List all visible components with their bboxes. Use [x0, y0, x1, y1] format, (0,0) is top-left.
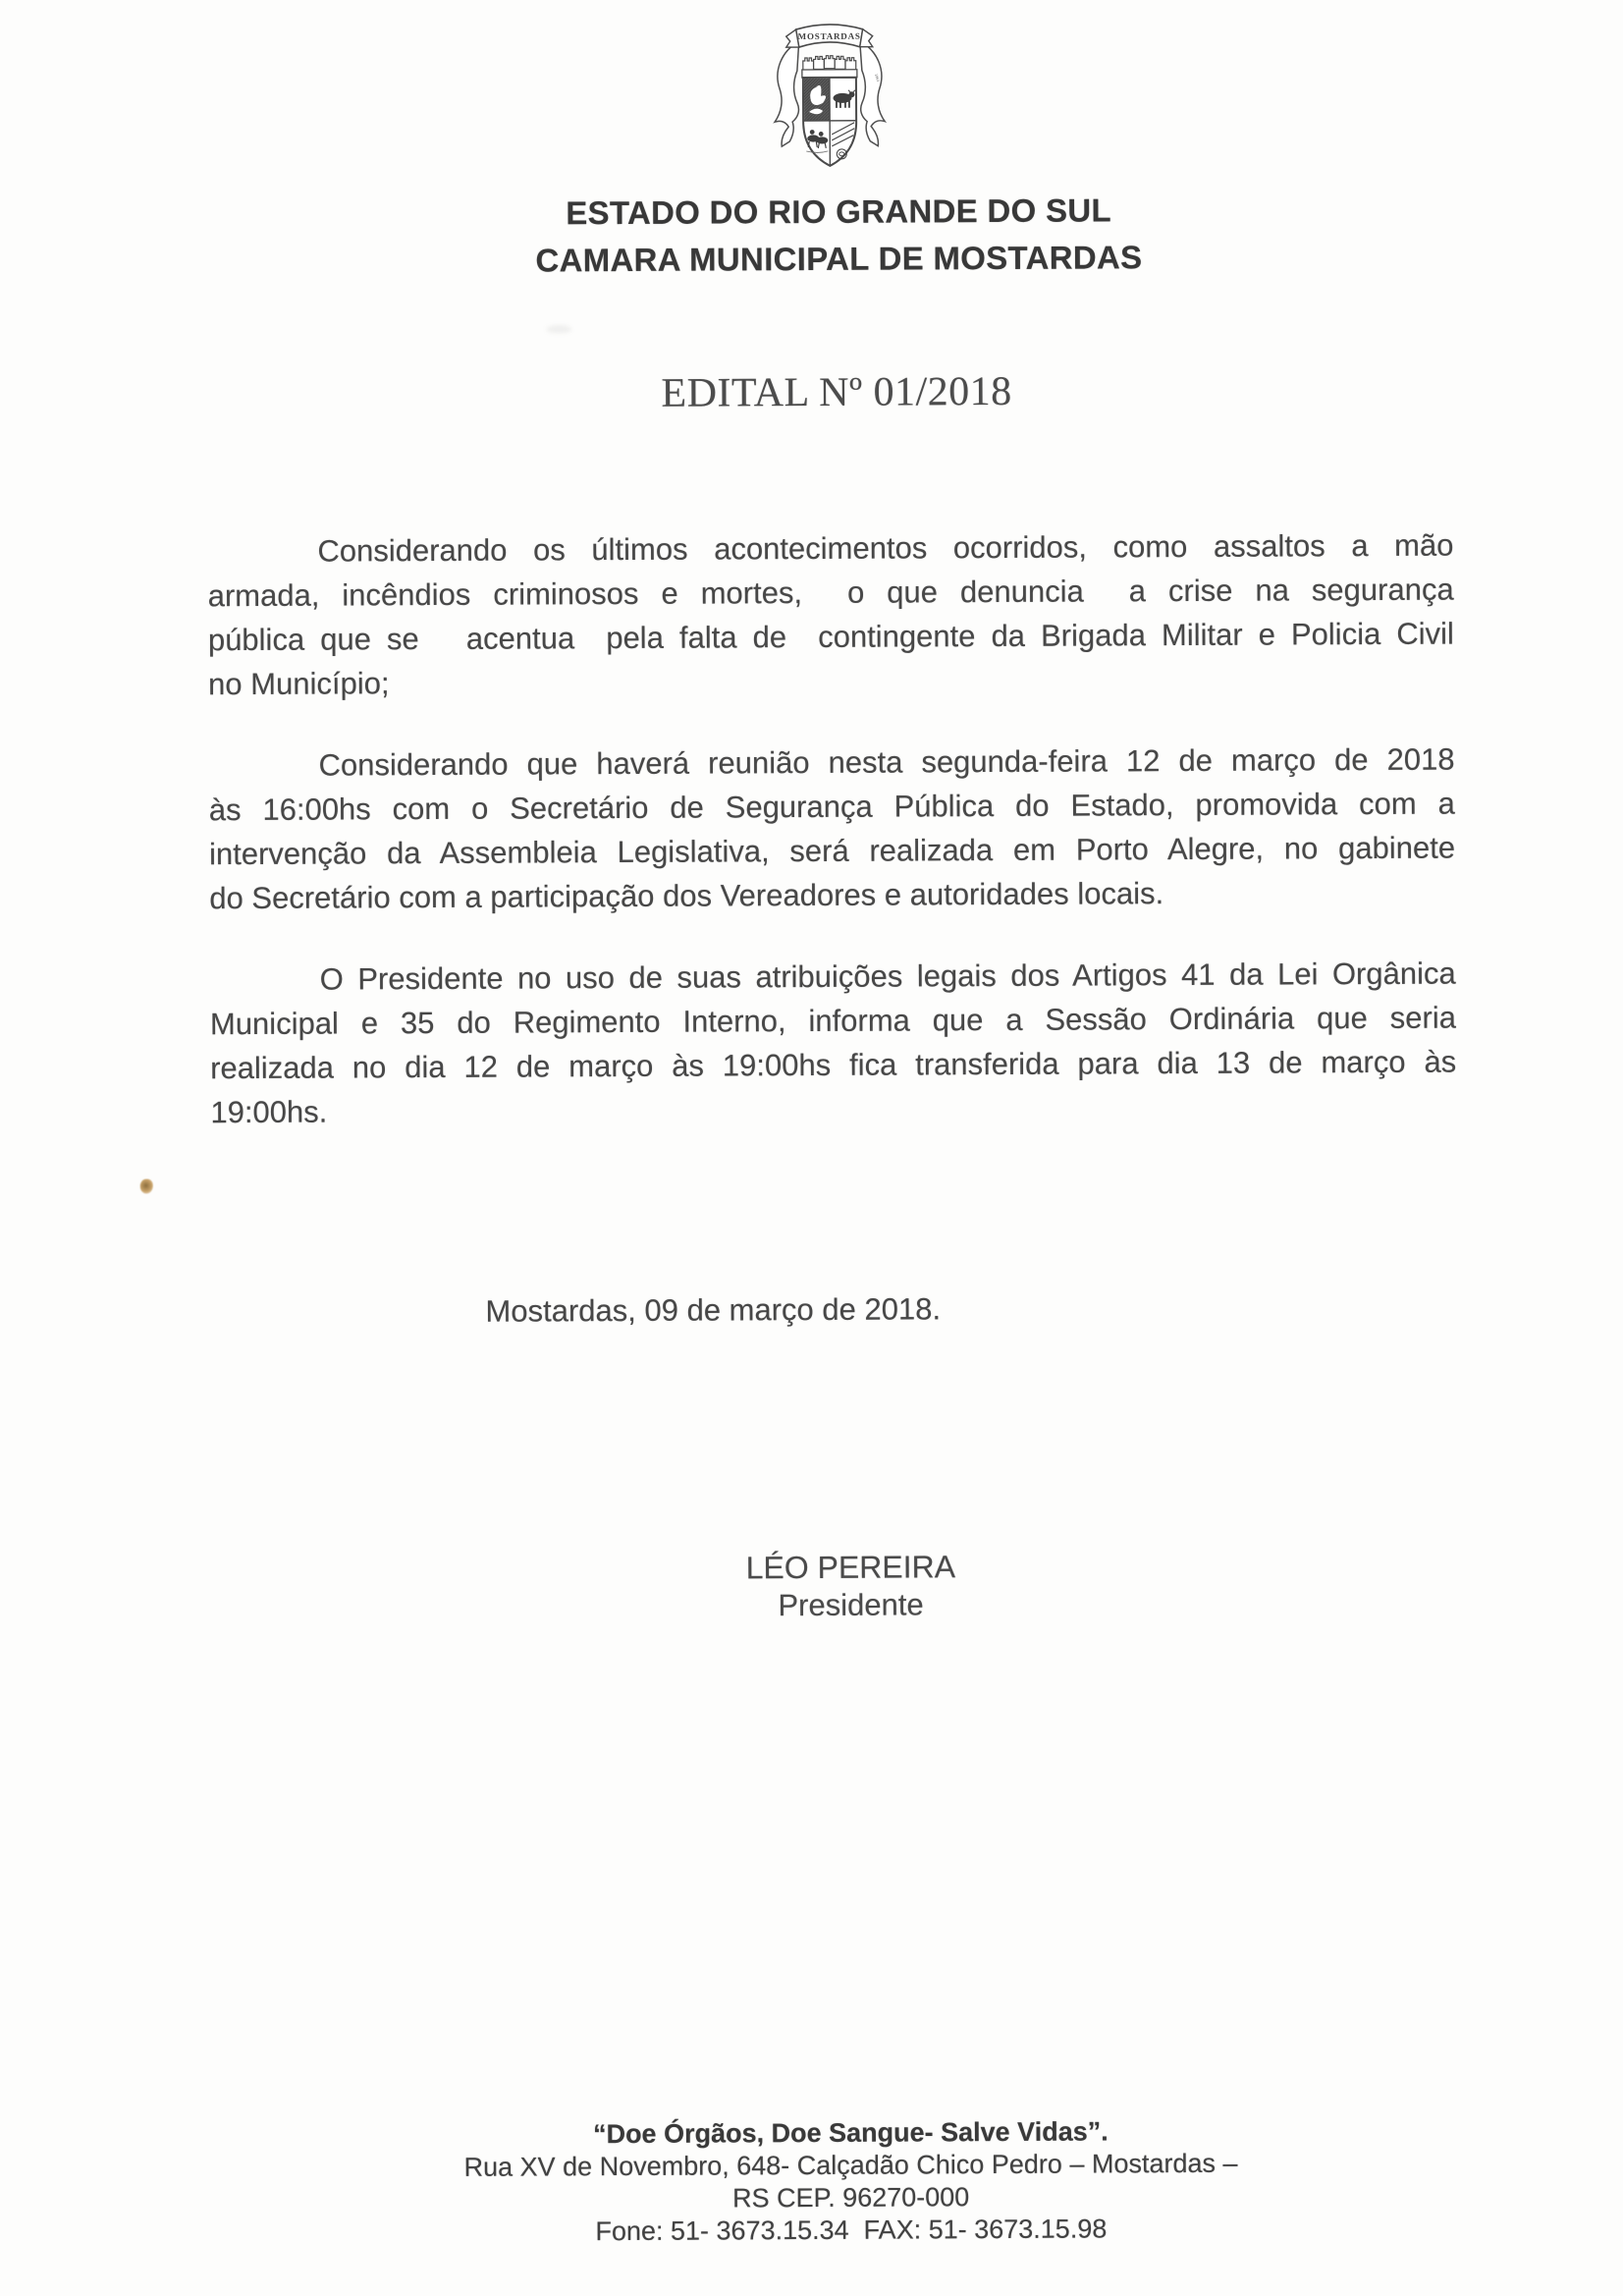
paragraph-line: do Secretário com a participação dos Vereadores e autoridades locais.: [209, 876, 1164, 916]
scan-smudge: [546, 325, 571, 333]
paragraph-line: Considerando que haverá reunião nesta segunda-feira 12 de março de 2018: [318, 741, 1455, 783]
paragraph-line: intervenção da Assembleia Legislativa, será realizada em Porto Alegre, no gabinete: [208, 830, 1456, 872]
paragraph: [210, 952, 1457, 1135]
crest-ribbon-year: 1963: [873, 73, 881, 82]
footer-motto: “Doe Órgãos, Doe Sangue- Salve Vidas”.: [592, 2116, 1109, 2150]
crest-shield: [802, 78, 855, 166]
signature-block: [746, 1547, 956, 1624]
paragraph-line: realizada no dia 12 de março às 19:00hs fica transferida para dia 13 de março às: [210, 1044, 1457, 1086]
paragraph-line: pública que se acentua pela falta de contingente da Brigada Militar e Policia Civil: [207, 616, 1454, 658]
paragraph-line: no Município;: [208, 666, 390, 702]
signature-name: LÉO PEREIRA: [745, 1549, 956, 1586]
crest-banner-text: MOSTARDAS: [797, 30, 861, 42]
letterhead-line-state: ESTADO DO RIO GRANDE DO SUL: [566, 191, 1112, 232]
paragraph-line: às 16:00hs com o Secretário de Segurança Pública do Estado, promovida com a: [208, 786, 1455, 828]
signature-role: Presidente: [778, 1587, 924, 1623]
document-title: EDITAL Nº 01/2018: [661, 368, 1012, 416]
paragraph-line: armada, incêndios criminosos e mortes, o que denuncia a crise na segurança: [207, 572, 1454, 614]
paragraph-line: O Presidente no uso de suas atribuições legais dos Artigos 41 da Lei Orgânica: [319, 956, 1456, 997]
body-paragraphs: [207, 523, 1456, 1135]
paragraph-line: Municipal e 35 do Regimento Interno, informa que a Sessão Ordinária que seria: [209, 1000, 1457, 1042]
paragraph-line: 19:00hs.: [210, 1094, 328, 1130]
footer: [461, 2115, 1246, 2249]
dateline: Mostardas, 09 de março de 2018.: [485, 1291, 942, 1329]
scan-speck: [140, 1179, 153, 1194]
crest-mural-crown: [801, 56, 856, 78]
coat-of-arms-icon: [763, 18, 895, 182]
letterhead-line-chamber: CAMARA MUNICIPAL DE MOSTARDAS: [535, 239, 1143, 279]
footer-address: Rua XV de Novembro, 648- Calçadão Chico Pedro – Mostardas – RS CEP. 96270-000: [463, 2148, 1246, 2214]
paragraph: [208, 738, 1455, 921]
footer-phones: Fone: 51- 3673.15.34 FAX: 51- 3673.15.98: [595, 2214, 1108, 2247]
paragraph-line: Considerando os últimos acontecimentos ocorridos, como assaltos a mão: [317, 527, 1454, 569]
paragraph: [207, 523, 1454, 707]
letterhead: [535, 187, 1142, 284]
